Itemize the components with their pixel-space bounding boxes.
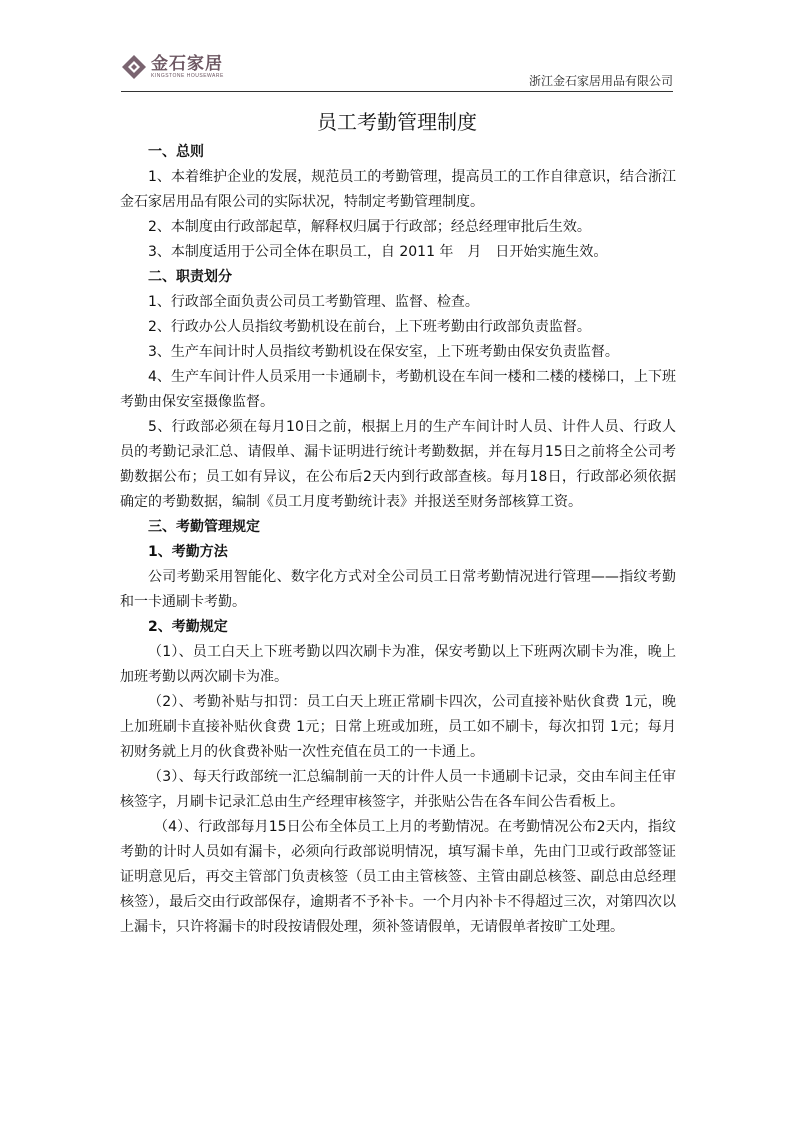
rule-item: （3）、每天行政部统一汇总编制前一天的计件人员一卡通刷卡记录，交由车间主任审核签字，月刷卡记录汇总由生产经理审核签字，并张贴公告在各车间公告看板上。	[120, 769, 676, 810]
rule-item: （1）、员工白天上下班考勤以四次刷卡为准，保安考勤以上下班两次刷卡为准，晚上加班考勤以两次刷卡为准。	[120, 644, 676, 685]
rule-item: （2）、考勤补贴与扣罚：员工白天上班正常刷卡四次，公司直接补贴伙食费 1元，晚上加班刷卡直接补贴伙食费 1元；日常上班或加班，员工如不刷卡，每次扣罚 1元；每月初财务就上月的伙食费补贴一次性充值在员工的一卡通上。	[120, 694, 676, 760]
paragraph: 1、行政部全面负责公司员工考勤管理、监督、检查。	[148, 294, 479, 310]
paragraph: 3、本制度适用于公司全体在职员工，自 2011 年 月 日开始实施生效。	[148, 244, 608, 260]
document-body	[120, 140, 676, 940]
header-divider	[121, 91, 673, 92]
section-heading: 三、考勤管理规定	[148, 519, 260, 535]
section-heading: 一、总则	[148, 144, 204, 160]
paragraph: 4、生产车间计件人员采用一卡通刷卡，考勤机设在车间一楼和二楼的楼梯口，上下班考勤由保安室摄像监督。	[120, 369, 676, 410]
paragraph: 2、行政办公人员指纹考勤机设在前台，上下班考勤由行政部负责监督。	[148, 319, 591, 335]
paragraph: 公司考勤采用智能化、数字化方式对全公司员工日常考勤情况进行管理——指纹考勤和一卡通刷卡考勤。	[120, 569, 676, 610]
logo-chinese-name: 金石家居	[151, 53, 223, 74]
paragraph: 2、本制度由行政部起草，解释权归属于行政部；经总经理审批后生效。	[148, 219, 591, 235]
section-heading: 二、职责划分	[148, 269, 232, 285]
rule-item: （4）、行政部每月15日公布全体员工上月的考勤情况。在考勤情况公布2天内，指纹考勤的计时人员如有漏卡，必须向行政部说明情况，填写漏卡单，先由门卫或行政部签证证明意见后，再交主管部门负责核签（员工由主管核签、主管由副总核签、副总由总经理核签），最后交由行政部保存，逾期者不予补卡。一个月内补卡不得超过三次，对第四次以上漏卡，只许将漏卡的时段按请假处理，须补签请假单，无请假单者按旷工处理。	[120, 819, 676, 935]
paragraph: 1、本着维护企业的发展，规范员工的考勤管理，提高员工的工作自律意识，结合浙江金石家居用品有限公司的实际状况，特制定考勤管理制度。	[120, 169, 676, 210]
paragraph: 3、生产车间计时人员指纹考勤机设在保安室，上下班考勤由保安负责监督。	[148, 344, 619, 360]
logo-diamond-icon	[121, 54, 147, 80]
logo-english-name: KINGSTONE HOUSEWARE	[151, 72, 224, 79]
document-title: 员工考勤管理制度	[317, 110, 477, 134]
company-logo	[121, 54, 224, 80]
subsection-heading: 1、考勤方法	[148, 544, 228, 560]
paragraph: 5、行政部必须在每月10日之前，根据上月的生产车间计时人员、计件人员、行政人员的考勤记录汇总、请假单、漏卡证明进行统计考勤数据，并在每月15日之前将全公司考勤数据公布；员工如有异议，在公布后2天内到行政部查核。每月18日，行政部必须依据确定的考勤数据，编制《员工月度考勤统计表》并报送至财务部核算工资。	[120, 419, 676, 510]
company-name: 浙江金石家居用品有限公司	[528, 74, 673, 88]
subsection-heading: 2、考勤规定	[148, 619, 228, 635]
